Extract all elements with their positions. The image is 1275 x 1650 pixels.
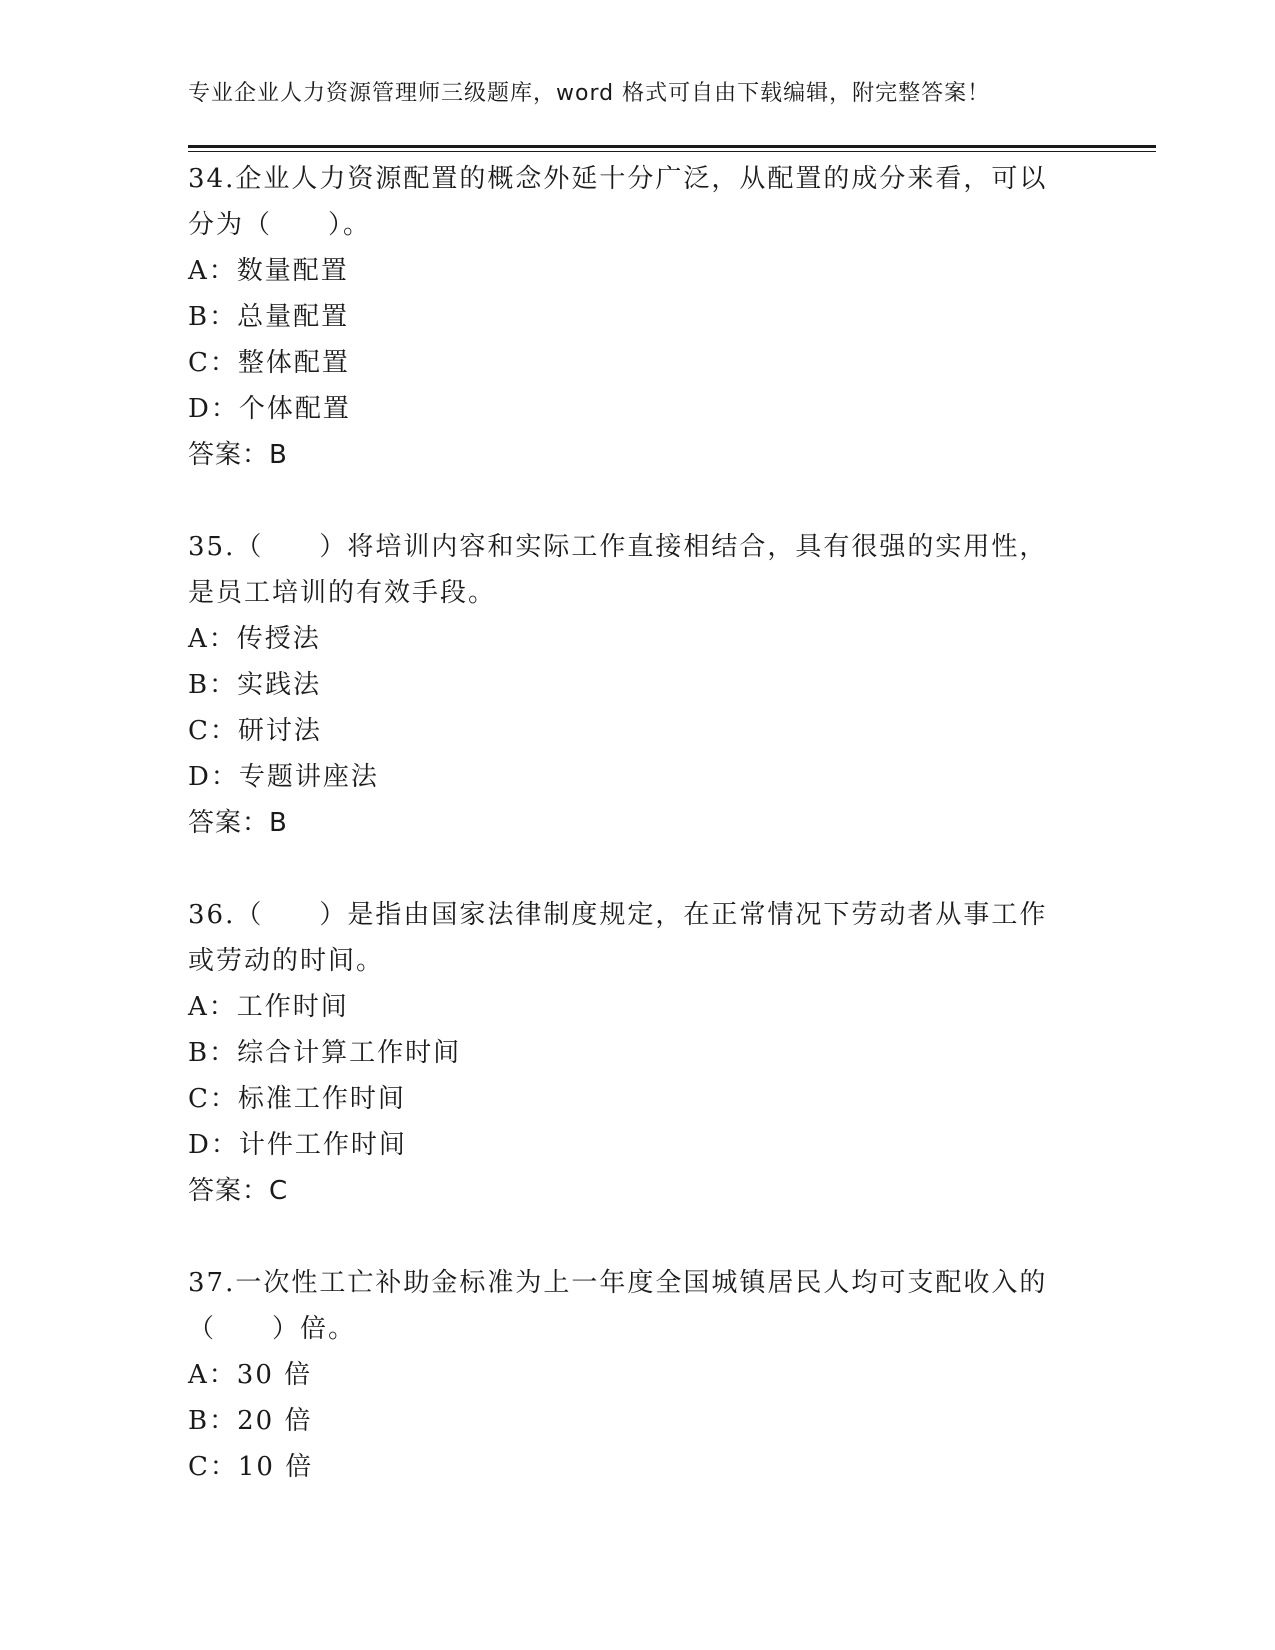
question-list xyxy=(188,156,1088,1536)
question-36 xyxy=(188,892,1088,1214)
question-text-line: 是员工培训的有效手段。 xyxy=(188,578,497,608)
option-a: A：工作时间 xyxy=(188,992,349,1022)
question-37 xyxy=(188,1260,1088,1490)
question-text-line: 35.（ ）将培训内容和实际工作直接相结合，具有很强的实用性， xyxy=(188,532,1048,562)
question-34 xyxy=(188,156,1088,478)
option-c: C：研讨法 xyxy=(188,716,322,746)
option-d: D：计件工作时间 xyxy=(188,1130,407,1160)
option-b: B：综合计算工作时间 xyxy=(188,1038,462,1068)
question-35 xyxy=(188,524,1088,846)
option-a: A：传授法 xyxy=(188,624,321,654)
option-c: C：10 倍 xyxy=(188,1452,314,1482)
answer: 答案：B xyxy=(188,808,288,838)
question-text-line: 36.（ ）是指由国家法律制度规定，在正常情况下劳动者从事工作 xyxy=(188,900,1048,930)
option-c: C：标准工作时间 xyxy=(188,1084,406,1114)
option-d: D：专题讲座法 xyxy=(188,762,379,792)
header-divider-thick xyxy=(188,145,1156,148)
option-d: D：个体配置 xyxy=(188,394,351,424)
option-b: B：实践法 xyxy=(188,670,322,700)
option-a: A：30 倍 xyxy=(188,1360,313,1390)
option-c: C：整体配置 xyxy=(188,348,350,378)
answer: 答案：C xyxy=(188,1176,289,1206)
question-text-line: 或劳动的时间。 xyxy=(188,946,385,976)
option-a: A：数量配置 xyxy=(188,256,349,286)
option-b: B：20 倍 xyxy=(188,1406,313,1436)
answer: 答案：B xyxy=(188,440,288,470)
question-text-line: 37.一次性工亡补助金标准为上一年度全国城镇居民人均可支配收入的 xyxy=(188,1268,1048,1298)
question-text-line: 34.企业人力资源配置的概念外延十分广泛，从配置的成分来看，可以 xyxy=(188,164,1048,194)
option-b: B：总量配置 xyxy=(188,302,350,332)
question-text-line: 分为（ ）。 xyxy=(188,210,372,240)
page-header: 专业企业人力资源管理师三级题库，word 格式可自由下载编辑，附完整答案！ xyxy=(188,81,991,106)
header-divider-thin xyxy=(188,151,1156,152)
question-text-line: （ ）倍。 xyxy=(188,1314,357,1344)
